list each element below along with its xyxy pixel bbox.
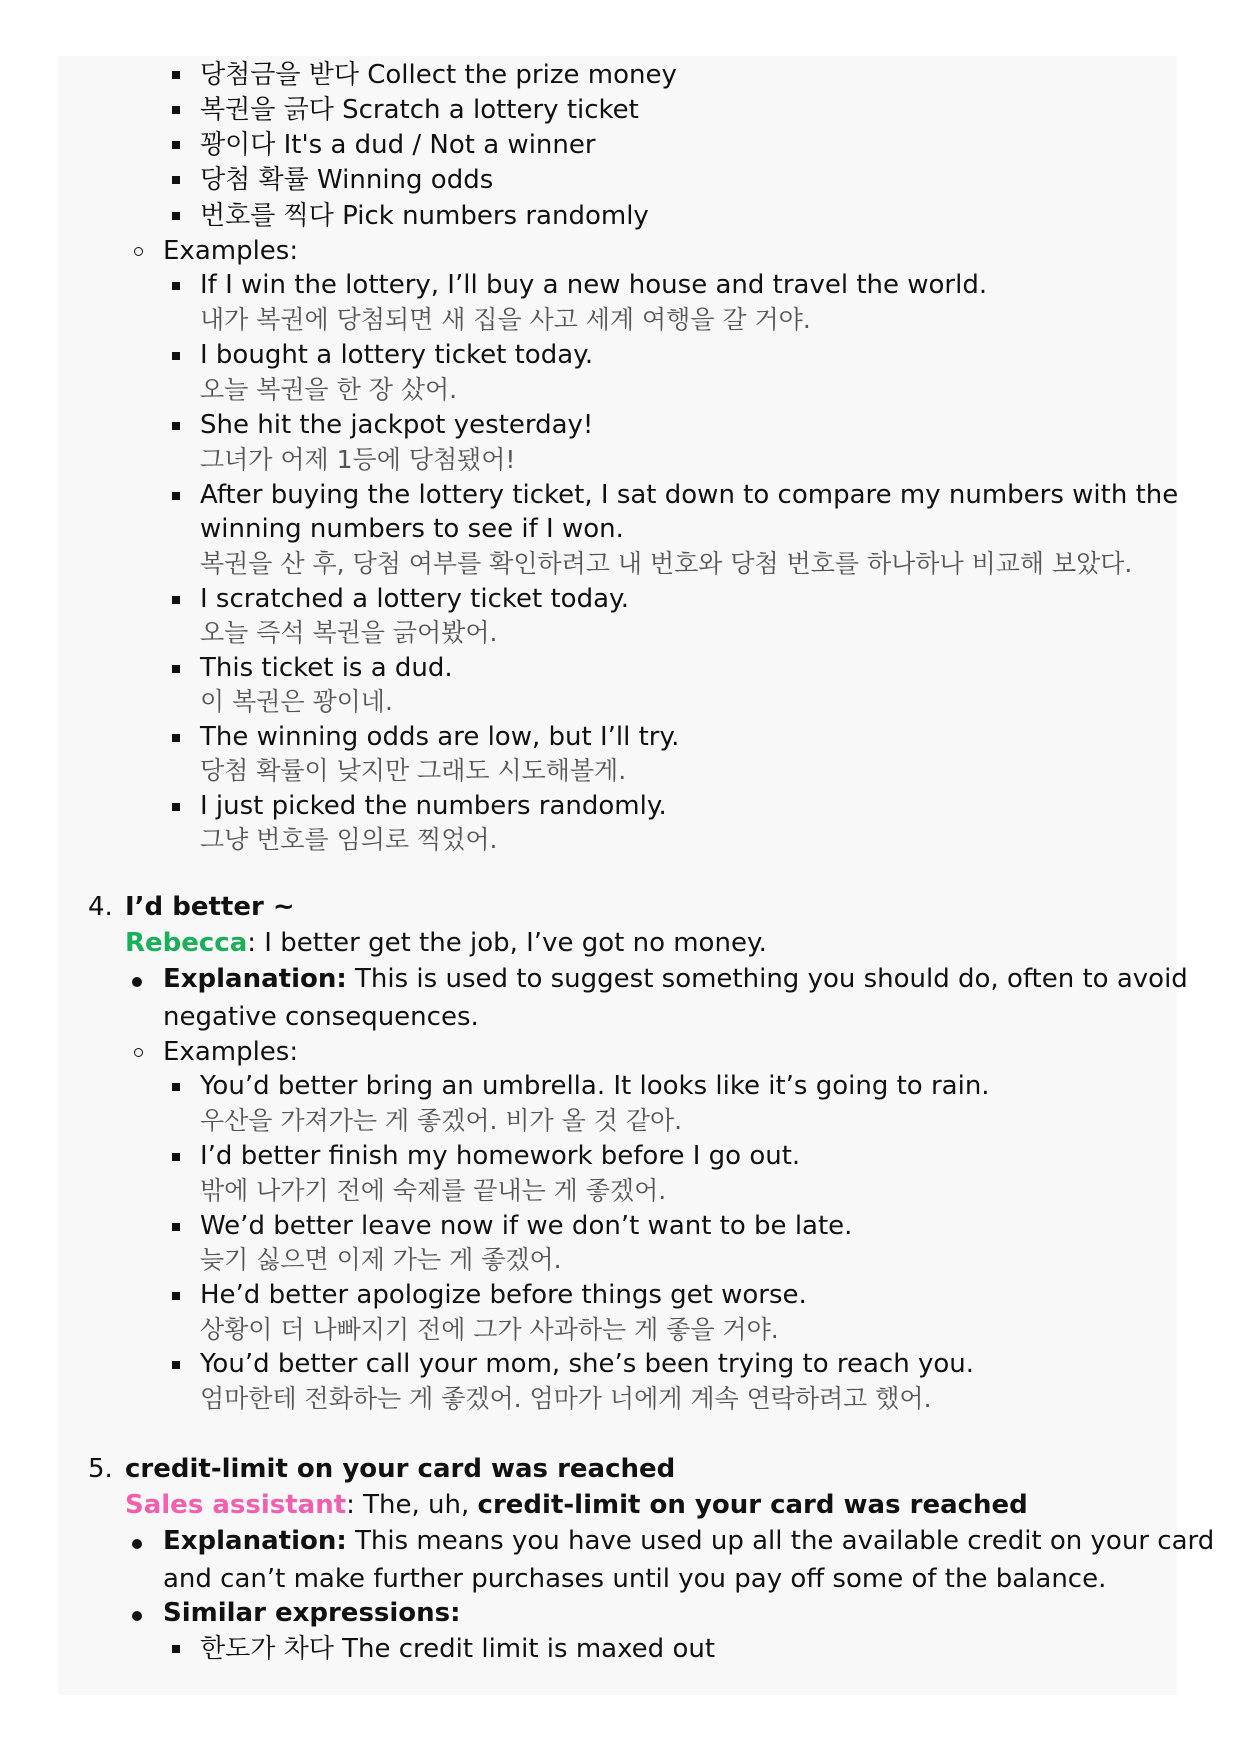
similar-item: 한도가 차다 The credit limit is maxed out — [200, 1634, 716, 1664]
bullet-square-icon — [172, 1223, 180, 1231]
bullet-square-icon — [172, 803, 180, 811]
example-en: He’d better apologize before things get worse. — [200, 1280, 807, 1310]
bullet-dot-icon — [132, 977, 142, 987]
dialogue-line: Rebecca: I better get the job, I’ve got no money. — [125, 928, 767, 958]
bullet-square-icon — [172, 492, 180, 500]
section-title: credit-limit on your card was reached — [125, 1454, 676, 1484]
bullet-square-icon — [172, 176, 180, 184]
section-number: 5. — [88, 1454, 113, 1484]
example-ko: 엄마한테 전화하는 게 좋겠어. 엄마가 너에게 계속 연락하려고 했어. — [200, 1384, 932, 1413]
example-en: She hit the jackpot yesterday! — [200, 410, 594, 440]
bullet-square-icon — [172, 665, 180, 673]
example-ko: 오늘 즉석 복권을 긁어봤어. — [200, 618, 498, 647]
bullet-dot-icon — [132, 1611, 142, 1621]
example-en: I’d better finish my homework before I go out. — [200, 1141, 801, 1171]
bullet-square-icon — [172, 1645, 180, 1653]
bullet-square-icon — [172, 1292, 180, 1300]
bullet-square-icon — [172, 282, 180, 290]
example-en: If I win the lottery, I’ll buy a new house and travel the world. — [200, 270, 988, 300]
bullet-circle-icon — [134, 1048, 143, 1057]
examples-label: Examples: — [163, 1037, 299, 1067]
examples-label: Examples: — [163, 236, 299, 266]
vocab-item: 복권을 긁다 Scratch a lottery ticket — [200, 95, 639, 125]
example-en: I just picked the numbers randomly. — [200, 791, 667, 821]
section-number: 4. — [88, 892, 113, 922]
bullet-square-icon — [172, 141, 180, 149]
bullet-square-icon — [172, 1083, 180, 1091]
vocab-item: 당첨금을 받다 Collect the prize money — [200, 60, 677, 90]
example-en: We’d better leave now if we don’t want to be late. — [200, 1211, 853, 1241]
speaker-name: Rebecca — [125, 928, 248, 958]
example-ko: 이 복권은 꽝이네. — [200, 687, 393, 716]
example-en: You’d better call your mom, she’s been trying to reach you. — [200, 1349, 975, 1379]
example-en: winning numbers to see if I won. — [200, 514, 624, 544]
example-en: After buying the lottery ticket, I sat down to compare my numbers with the — [200, 480, 1179, 510]
example-ko: 오늘 복권을 한 장 샀어. — [200, 375, 458, 404]
bullet-square-icon — [172, 1361, 180, 1369]
similar-expressions-label: Similar expressions: — [163, 1598, 461, 1628]
dialogue-line: Sales assistant: The, uh, credit-limit on your card was reached — [125, 1490, 1028, 1520]
bullet-dot-icon — [132, 1539, 142, 1549]
vocab-item: 번호를 찍다 Pick numbers randomly — [200, 201, 649, 231]
bullet-circle-icon — [134, 247, 143, 256]
section-title: I’d better ~ — [125, 892, 295, 922]
bullet-square-icon — [172, 734, 180, 742]
bullet-square-icon — [172, 71, 180, 79]
example-ko: 늦기 싫으면 이제 가는 게 좋겠어. — [200, 1245, 562, 1274]
example-ko: 복권을 산 후, 당첨 여부를 확인하려고 내 번호와 당첨 번호를 하나하나 비교해 보았다. — [200, 549, 1133, 578]
example-ko: 상황이 더 나빠지기 전에 그가 사과하는 게 좋을 거야. — [200, 1315, 779, 1344]
bullet-square-icon — [172, 106, 180, 114]
explanation-cont: negative consequences. — [163, 1002, 479, 1032]
example-en: I bought a lottery ticket today. — [200, 340, 594, 370]
example-ko: 당첨 확률이 낮지만 그래도 시도해볼게. — [200, 756, 627, 785]
bullet-square-icon — [172, 1153, 180, 1161]
bullet-square-icon — [172, 596, 180, 604]
example-ko: 그녀가 어제 1등에 당첨됐어! — [200, 445, 516, 474]
example-en: I scratched a lottery ticket today. — [200, 584, 629, 614]
example-ko: 우산을 가져가는 게 좋겠어. 비가 올 것 같아. — [200, 1106, 683, 1135]
bullet-square-icon — [172, 212, 180, 220]
speaker-name: Sales assistant — [125, 1490, 347, 1520]
explanation: Explanation: This is used to suggest something you should do, often to avoid — [163, 964, 1188, 994]
explanation-cont: and can’t make further purchases until you pay off some of the balance. — [163, 1564, 1107, 1594]
example-ko: 그냥 번호를 임의로 찍었어. — [200, 825, 498, 854]
example-en: You’d better bring an umbrella. It looks like it’s going to rain. — [200, 1071, 990, 1101]
explanation: Explanation: This means you have used up all the available credit on your card — [163, 1526, 1215, 1556]
example-en: This ticket is a dud. — [200, 653, 453, 683]
bullet-square-icon — [172, 352, 180, 360]
vocab-item: 당첨 확률 Winning odds — [200, 165, 494, 195]
example-ko: 내가 복권에 당첨되면 새 집을 사고 세계 여행을 갈 거야. — [200, 305, 811, 334]
example-ko: 밖에 나가기 전에 숙제를 끝내는 게 좋겠어. — [200, 1176, 667, 1205]
vocab-item: 꽝이다 It's a dud / Not a winner — [200, 130, 596, 160]
example-en: The winning odds are low, but I’ll try. — [200, 722, 680, 752]
bullet-square-icon — [172, 422, 180, 430]
